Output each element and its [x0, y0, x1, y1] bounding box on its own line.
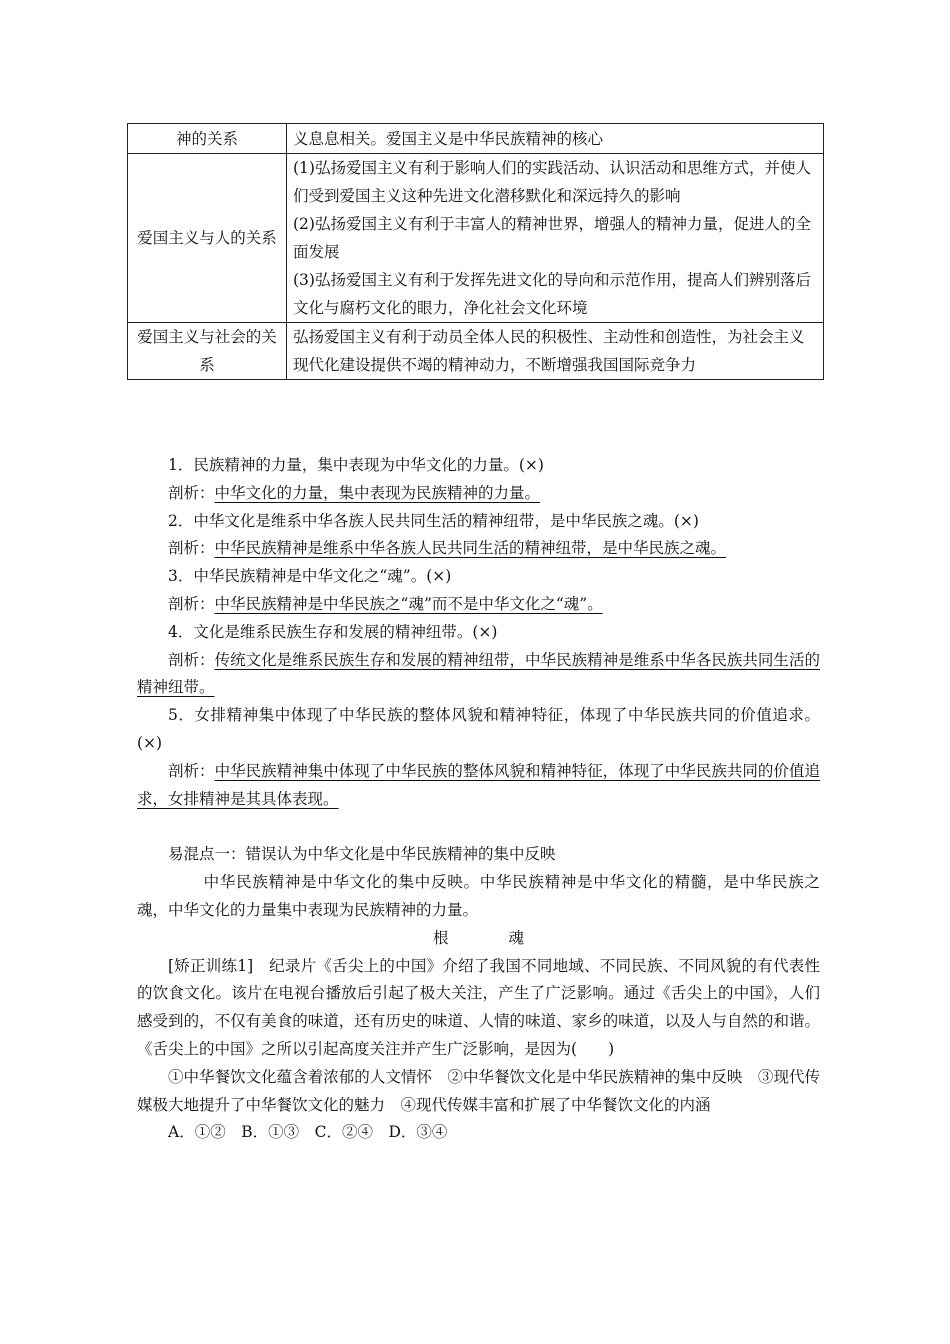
spacer — [137, 813, 820, 841]
table-row — [128, 323, 824, 380]
analysis-text: 中华文化的力量，集中表现为民族精神的力量。 — [214, 483, 541, 502]
judgment-analysis — [137, 758, 820, 814]
table-cell-point: (2)弘扬爱国主义有利于丰富人的精神世界，增强人的精神力量，促进人的全面发展 — [293, 215, 811, 261]
main-text — [137, 452, 820, 1147]
table-cell-label: 爱国主义与人的关系 — [128, 154, 287, 323]
answer-blank: ( ) — [571, 1039, 615, 1058]
confusion-title: 易混点一：错误认为中华文化是中华民族精神的集中反映 — [168, 845, 556, 864]
exercise-stem-text: [矫正训练1] 纪录片《舌尖上的中国》介绍了我国不同地域、不同民族、不同风貌的有代表性的饮食文化。该片在电视台播放后引起了极大关注，产生了广泛影响。通过《舌尖上的中国》，人们感受到的，不仅有美食的味道，还有历史的味道、人情的味道、家乡的味道，以及人与自然的和谐。《舌尖上的中国》之所以引起高度关注并产生广泛影响，是因为 — [137, 956, 820, 1058]
key-word: 魂 — [508, 928, 525, 947]
exercise-items: ①中华餐饮文化蕴含着浓郁的人文情怀 ②中华餐饮文化是中华民族精神的集中反映 ③现代传媒极大地提升了中华餐饮文化的魅力 ④现代传媒丰富和扩展了中华餐饮文化的内涵 — [137, 1067, 820, 1114]
analysis-label: 剖析： — [168, 483, 215, 502]
exercise-options: A．①② B．①③ C．②④ D．③④ — [168, 1123, 448, 1142]
analysis-text: 中华民族精神集中体现了中华民族的整体风貌和精神特征，体现了中华民族共同的价值追求，女排精神是其具体表现。 — [137, 761, 820, 808]
key-words — [137, 925, 820, 953]
table-row — [128, 124, 824, 154]
table-cell-content — [287, 154, 824, 323]
table-cell-label: 神的关系 — [128, 124, 287, 154]
judgment-question: 5．女排精神集中体现了中华民族的整体风貌和精神特征，体现了中华民族共同的价值追求。(×) — [137, 706, 820, 752]
exercise-stem — [137, 953, 820, 1064]
analysis-text: 中华民族精神是中华民族之“魂”而不是中华文化之“魂”。 — [214, 594, 603, 613]
analysis-label: 剖析： — [168, 650, 215, 669]
confusion-body: 中华民族精神是中华文化的集中反映。中华民族精神是中华文化的精髓，是中华民族之魂，中华文化的力量集中表现为民族精神的力量。 — [137, 873, 820, 919]
table-cell-point: (3)弘扬爱国主义有利于发挥先进文化的导向和示范作用，提高人们辨别落后文化与腐朽文化的眼力，净化社会文化环境 — [293, 271, 811, 317]
judgment-question: 1．民族精神的力量，集中表现为中华文化的力量。(×) — [168, 456, 544, 474]
analysis-text: 传统文化是维系民族生存和发展的精神纽带，中华民族精神是维系中华各民族共同生活的精神纽带。 — [137, 650, 820, 697]
judgment-analysis — [137, 535, 820, 563]
judgment-question: 2．中华文化是维系中华各族人民共同生活的精神纽带，是中华民族之魂。(×) — [168, 511, 699, 530]
judgment-question: 4．文化是维系民族生存和发展的精神纽带。(×) — [168, 622, 498, 641]
table-row — [128, 154, 824, 323]
table-cell-content: 弘扬爱国主义有利于动员全体人民的积极性、主动性和创造性，为社会主义现代化建设提供不竭的精神动力，不断增强我国国际竞争力 — [287, 323, 824, 380]
relation-table — [127, 123, 824, 380]
table-cell-content: 义息息相关。爱国主义是中华民族精神的核心 — [287, 124, 824, 154]
analysis-label: 剖析： — [168, 594, 215, 613]
judgment-analysis — [137, 480, 820, 508]
analysis-label: 剖析： — [168, 761, 215, 780]
judgment-analysis — [137, 591, 820, 619]
analysis-label: 剖析： — [168, 539, 215, 558]
judgment-question: 3．中华民族精神是中华文化之“魂”。(×) — [168, 567, 452, 586]
key-word: 根 — [432, 928, 449, 947]
analysis-text: 中华民族精神是维系中华各族人民共同生活的精神纽带，是中华民族之魂。 — [214, 539, 727, 558]
table-cell-label: 爱国主义与社会的关系 — [128, 323, 287, 380]
judgment-analysis — [137, 647, 820, 703]
table-cell-point: (1)弘扬爱国主义有利于影响人们的实践活动、认识活动和思维方式，并使人们受到爱国主义这种先进文化潜移默化和深远持久的影响 — [293, 159, 811, 205]
